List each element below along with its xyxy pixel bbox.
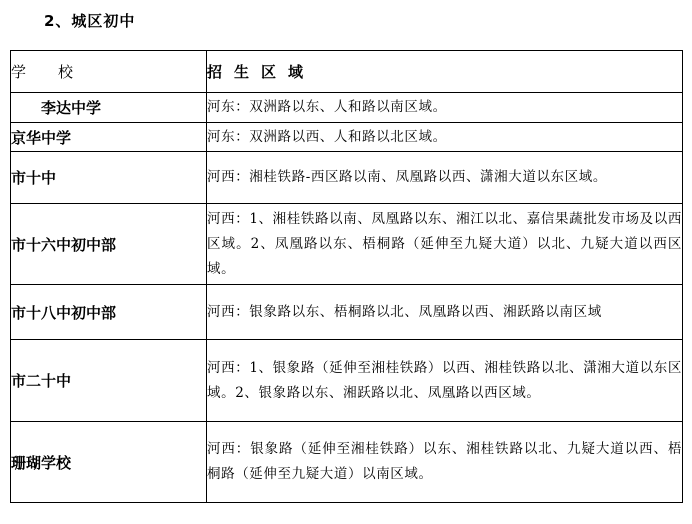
section-title: 2、城区初中 [44, 12, 136, 30]
enrollment-area: 河西：银象路以东、梧桐路以北、凤凰路以西、湘跃路以南区域 [207, 285, 683, 340]
table-row [11, 204, 683, 285]
school-name: 市十中 [11, 152, 207, 204]
school-name: 市十六中初中部 [11, 204, 207, 285]
table-header-row [11, 51, 683, 93]
table-row [11, 340, 683, 422]
enrollment-area: 河西：1、银象路（延伸至湘桂铁路）以西、湘桂铁路以北、潇湘大道以东区域。2、银象路以东、湘跃路以北、凤凰路以西区域。 [207, 340, 683, 422]
school-name: 市二十中 [11, 340, 207, 422]
table-row [11, 123, 683, 152]
enrollment-area: 河西：湘桂铁路-西区路以南、凤凰路以西、潇湘大道以东区域。 [207, 152, 683, 204]
enrollment-area: 河东：双洲路以西、人和路以北区域。 [207, 123, 683, 152]
enrollment-area: 河西：银象路（延伸至湘桂铁路）以东、湘桂铁路以北、九疑大道以西、梧桐路（延伸至九疑大道）以南区域。 [207, 422, 683, 503]
school-name: 李达中学 [11, 93, 207, 123]
school-name: 京华中学 [11, 123, 207, 152]
table-row [11, 93, 683, 123]
header-area: 招生区域 [207, 51, 683, 93]
enrollment-area: 河东：双洲路以东、人和路以南区域。 [207, 93, 683, 123]
table-row [11, 285, 683, 340]
school-name: 市十八中初中部 [11, 285, 207, 340]
school-name: 珊瑚学校 [11, 422, 207, 503]
table-row [11, 422, 683, 503]
enrollment-table [10, 50, 683, 503]
header-school: 学校 [11, 51, 207, 93]
enrollment-area: 河西：1、湘桂铁路以南、凤凰路以东、湘江以北、嘉信果蔬批发市场及以西区域。2、凤凰路以东、梧桐路（延伸至九疑大道）以北、九疑大道以西区域。 [207, 204, 683, 285]
table-row [11, 152, 683, 204]
